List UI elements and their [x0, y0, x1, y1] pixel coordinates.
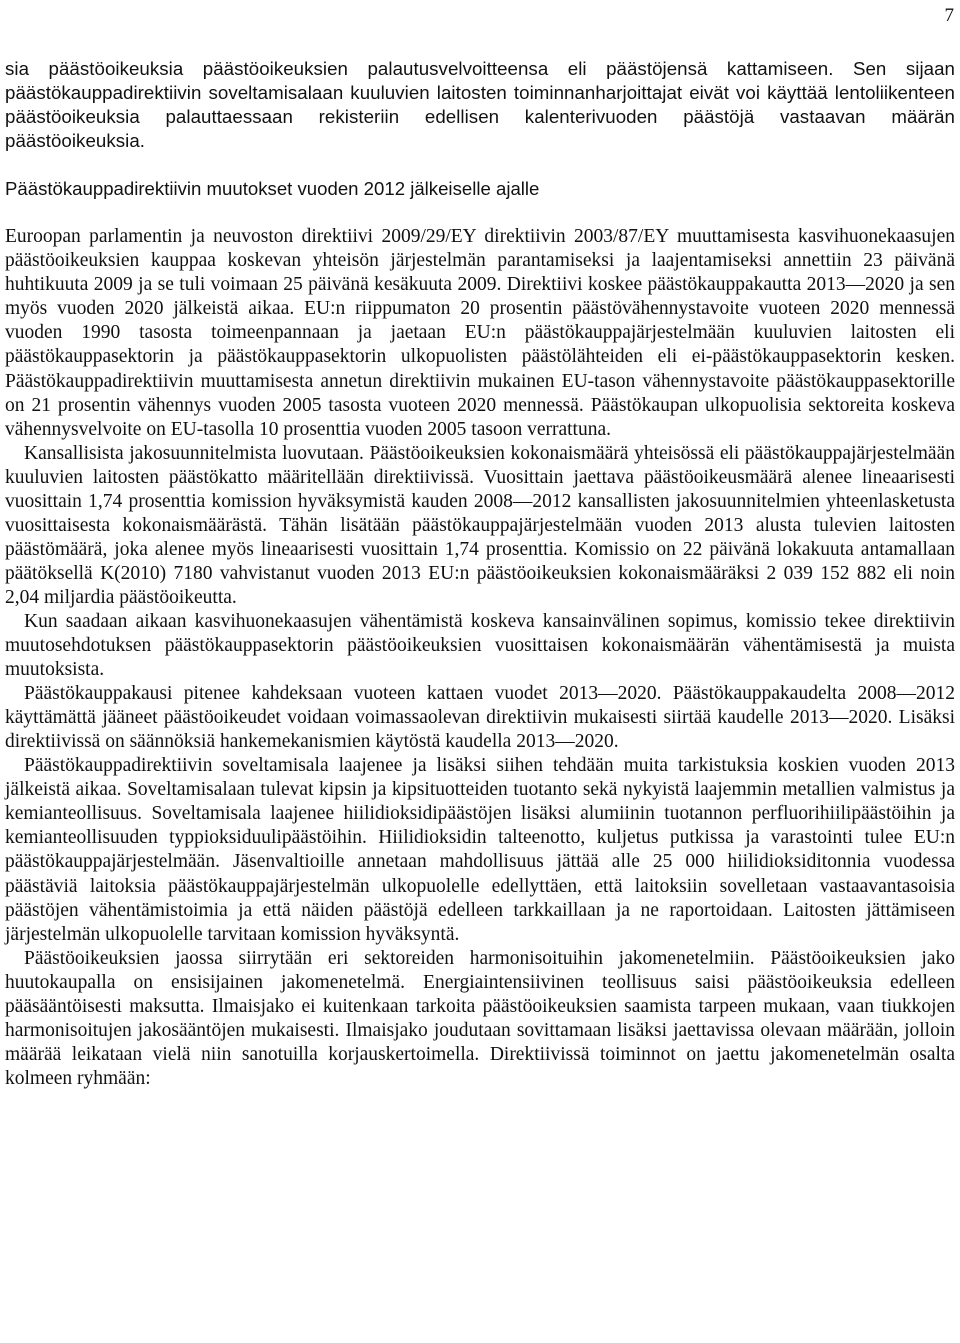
section-heading: Päästökauppadirektiivin muutokset vuoden 2012 jälkeiselle ajalle — [5, 178, 540, 200]
body-paragraph: Kun saadaan aikaan kasvihuonekaasujen vähentämistä koskeva kansainvälinen sopimus, komissio tekee direktiivin muutosehdotuksen päästökauppasektorin päästöoikeuksien vuosittaisen kokonaismäärän vähentämisestä ja muista muutoksista. — [5, 610, 955, 681]
body-paragraph: Kansallisista jakosuunnitelmista luovutaan. Päästöoikeuksien kokonaismäärä yhteisössä eli päästökauppajärjestelmään kuuluvien laitosten päästökatto määritellään direktiivissä. Vuosittain jaettava päästöoikeusmäärä alenee lineaarisesti vuosittain 1,74 prosenttia komission hyväksymistä kauden 2008—2012 kansallisten jakosuunnitelmien yhteenlasketusta vuosittaisesta kokonaismäärästä. Tähän lisätään päästökauppajärjestelmään vuoden 2013 alusta tulevien laitosten päästömäärä, joka alenee myös lineaarisesti vuosittain 1,74 prosenttia. Komissio on 22 päivänä lokakuuta antamallaan päätöksellä K(2010) 7180 vahvistanut vuoden 2013 EU:n päästöoikeuksien kokonaismääräksi 2 039 152 882 eli noin 2,04 miljardia päästöoikeutta. — [5, 442, 955, 608]
document-body — [5, 57, 955, 1091]
intro-paragraph: sia päästöoikeuksia päästöoikeuksien palautusvelvoitteensa eli päästöjensä kattamiseen. Sen sijaan päästökauppadirektiivin soveltamisalaan kuuluvien laitosten toiminnanharjoittajat eivät voi käyttää lentoliikenteen päästöoikeuksia palauttaessaan rekisteriin edellisen kalenterivuoden päästöjä vastaavan määrän päästöoikeuksia. — [5, 58, 955, 152]
body-paragraph: Päästökauppadirektiivin soveltamisala laajenee ja lisäksi siihen tehdään muita tarkistuksia koskien vuoden 2013 jälkeistä aikaa. Soveltamisalaan tulevat kipsin ja kipsituotteiden tuotanto sekä nykyistä laajemmin metallien valmistus ja kemianteollisuus. Soveltamisala laajenee hiilidioksidipäästöjen lisäksi alumiinin tuotannon perfluorihiilipäästöihin ja kemianteollisuuden typpioksiduulipäästöihin. Hiilidioksidin talteenotto, kuljetus putkissa ja varastointi tulee EU:n päästökauppajärjestelmään. Jäsenvaltioille annetaan mahdollisuus jättää alle 25 000 hiilidioksiditonnia vuodessa päästäviä laitoksia päästökauppajärjestelmän ulkopuolelle edellyttäen, että laitoksiin sovelletaan vastaavantasoisia päästöjen vähentämistoimia ja että näiden päästöjä edelleen tarkkaillaan ja ne raportoidaan. Laitosten jättämiseen järjestelmän ulkopuolelle tarvitaan komission hyväksyntä. — [5, 755, 955, 945]
body-paragraph: Päästökauppakausi pitenee kahdeksaan vuoteen kattaen vuodet 2013—2020. Päästökauppakaudelta 2008—2012 käyttämättä jääneet päästöoikeudet voidaan voimassaolevan direktiivin mukaisesti siirtää kaudelle 2013—2020. Lisäksi direktiivissä on säännöksiä hankemekanismien käytöstä kaudella 2013—2020. — [5, 683, 955, 753]
page-number: 7 — [944, 5, 954, 26]
body-paragraph: Päästöoikeuksien jaossa siirrytään eri sektoreiden harmonisoituihin jakomenetelmiin. Päästöoikeuksien jako huutokaupalla on ensisijainen jakomenetelmä. Energiaintensiivinen teollisuus saisi päästöoikeuksia edelleen pääsääntöisesti maksutta. Ilmaisjako ei kuitenkaan tarkoita päästöoikeuksien saamista tarpeen mukaan, vaan tiukkojen harmonisoitujen jakosääntöjen mukaisesti. Ilmaisjako joudutaan sovittamaan lisäksi jaettavissa olevaan määrään, jolloin määrää leikataan vielä niin sanotuilla korjauskertoimella. Direktiivissä toiminnot on jaettu jakomenetelmän osalta kolmeen ryhmään: — [5, 947, 955, 1089]
body-paragraph: Euroopan parlamentin ja neuvoston direktiivi 2009/29/EY direktiivin 2003/87/EY muuttamisesta kasvihuonekaasujen päästöoikeuksien kauppaa koskevan yhteisön järjestelmän parantamiseksi ja laajentamiseksi annettiin 23 päivänä huhtikuuta 2009 ja se tuli voimaan 25 päivänä kesäkuuta 2009. Direktiivi koskee päästökauppakautta 2013—2020 ja sen myös vuoden 2020 jälkeistä aikaa. EU:n riippumaton 20 prosentin päästövähennystavoite vuoteen 2020 mennessä vuoden 1990 tasosta toimeenpannaan ja jaetaan EU:n päästökauppajärjestelmään kuuluvien laitosten eli päästökauppasektorin ja päästökauppasektorin ulkopuolisten päästölähteiden eli ei-päästökauppasektorin kesken. Päästökauppadirektiivin muuttamisesta annetun direktiivin mukainen EU-tason vähennystavoite päästökauppasektorille on 21 prosentin vähennys vuoden 2005 tasosta vuoteen 2020 mennessä. Päästökaupan ulkopuolisia sektoreita koskeva vähennysvelvoite on EU-tasolla 10 prosenttia vuoden 2005 tasoon verrattuna. — [5, 226, 955, 440]
